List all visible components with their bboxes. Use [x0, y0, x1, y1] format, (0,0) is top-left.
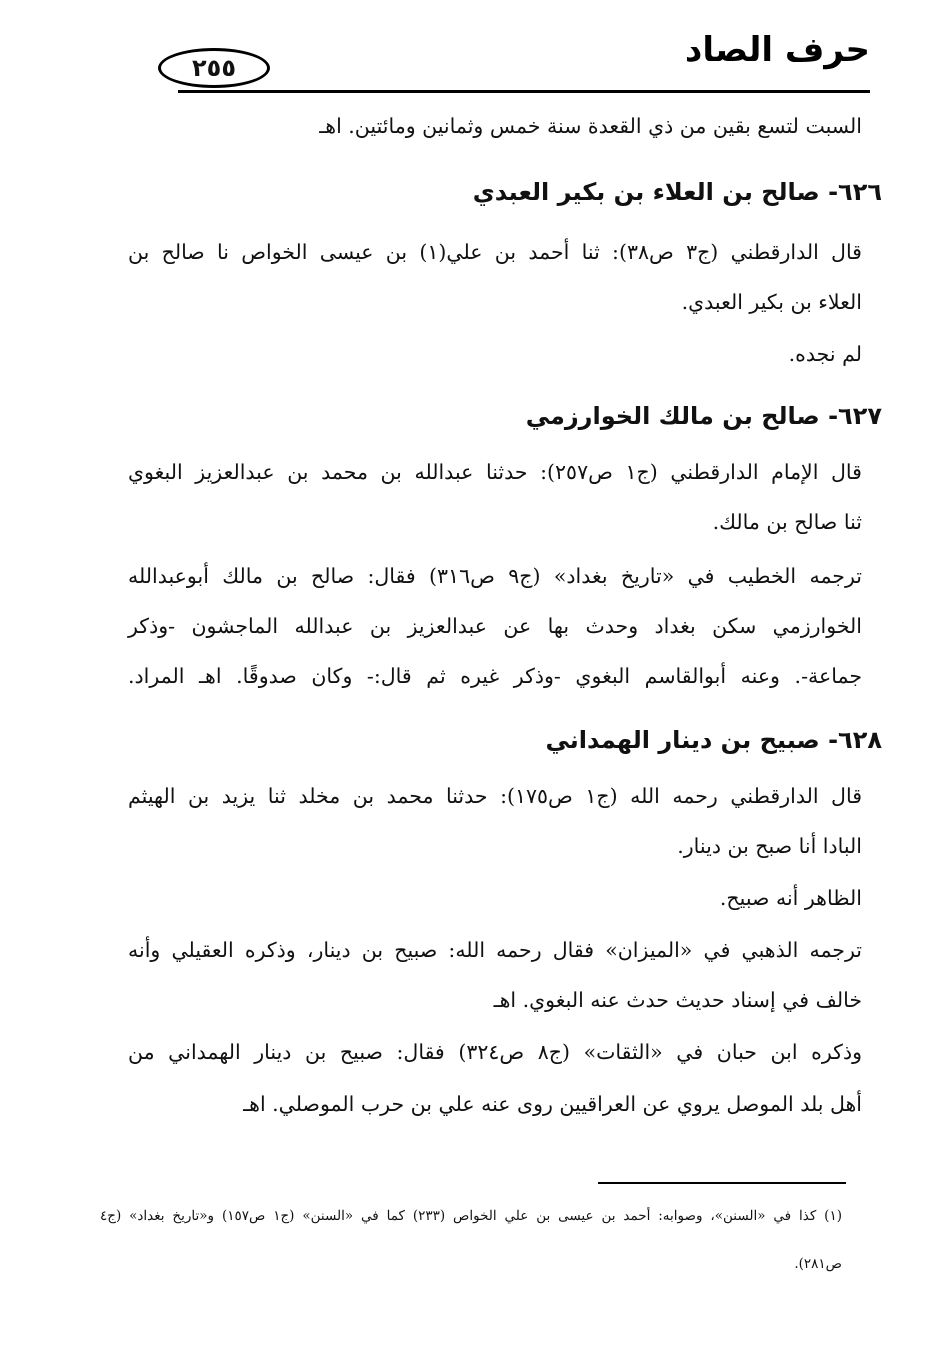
- text-line: السبت لتسع بقين من ذي القعدة سنة خمس وثمانين ومائتين. اهـ: [319, 114, 862, 138]
- entry-heading-628: ٦٢٨- صبيح بن دينار الهمداني: [545, 726, 882, 754]
- entry-heading-626: ٦٢٦- صالح بن العلاء بن بكير العبدي: [472, 178, 882, 206]
- text-line: ثنا صالح بن مالك.: [712, 510, 862, 534]
- page-header: [118, 28, 870, 92]
- text-line: الخوارزمي سكن بغداد وحدث بها عن عبدالعزيز بن عبدالله الماجشون -وذكر: [128, 614, 862, 638]
- text-line: البادا أنا صبح بن دينار.: [677, 834, 862, 858]
- text-line: أهل بلد الموصل يروي عن العراقيين روى عنه علي بن حرب الموصلي. اهـ: [243, 1092, 862, 1116]
- text-line: ترجمه الذهبي في «الميزان» فقال رحمه الله: صبيح بن دينار، وذكره العقيلي وأنه: [128, 938, 862, 962]
- footnote-line: ص٢٨١).: [794, 1256, 842, 1272]
- text-line: العلاء بن بكير العبدي.: [681, 290, 862, 314]
- text-line: ترجمه الخطيب في «تاريخ بغداد» (ج٩ ص٣١٦) فقال: صالح بن مالك أبوعبدالله: [128, 564, 862, 588]
- text-line: خالف في إسناد حديث حدث عنه البغوي. اهـ: [493, 988, 862, 1012]
- text-line: قال الإمام الدارقطني (ج١ ص٢٥٧): حدثنا عبدالله بن محمد بن عبدالعزيز البغوي: [128, 460, 862, 484]
- running-title: حرف الصاد: [684, 30, 870, 70]
- footnote-line: (١) كذا في «السنن»، وصوابه: أحمد بن عيسى بن علي الخواص (٢٣٣) كما في «السنن» (ج١ ص١٥٧) و«تاريخ بغداد» (ج٤: [100, 1208, 842, 1224]
- text-line: قال الدارقطني (ج٣ ص٣٨): ثنا أحمد بن علي(١) بن عيسى الخواص نا صالح بن: [128, 240, 862, 264]
- text-line: جماعة-. وعنه أبوالقاسم البغوي -وذكر غيره ثم قال:- وكان صدوقًا. اهـ المراد.: [128, 664, 862, 688]
- text-line: الظاهر أنه صبيح.: [719, 886, 862, 910]
- footnote-rule: [598, 1182, 846, 1184]
- body-text: [128, 110, 862, 1170]
- text-line: لم نجده.: [788, 342, 862, 366]
- header-rule: [178, 90, 870, 93]
- text-line: وذكره ابن حبان في «الثقات» (ج٨ ص٣٢٤) فقال: صبيح بن دينار الهمداني من: [128, 1040, 862, 1064]
- entry-heading-627: ٦٢٧- صالح بن مالك الخوارزمي: [525, 402, 882, 430]
- page-number: ٢٥٥: [158, 48, 270, 88]
- text-line: قال الدارقطني رحمه الله (ج١ ص١٧٥): حدثنا محمد بن مخلد ثنا يزيد بن الهيثم: [128, 784, 862, 808]
